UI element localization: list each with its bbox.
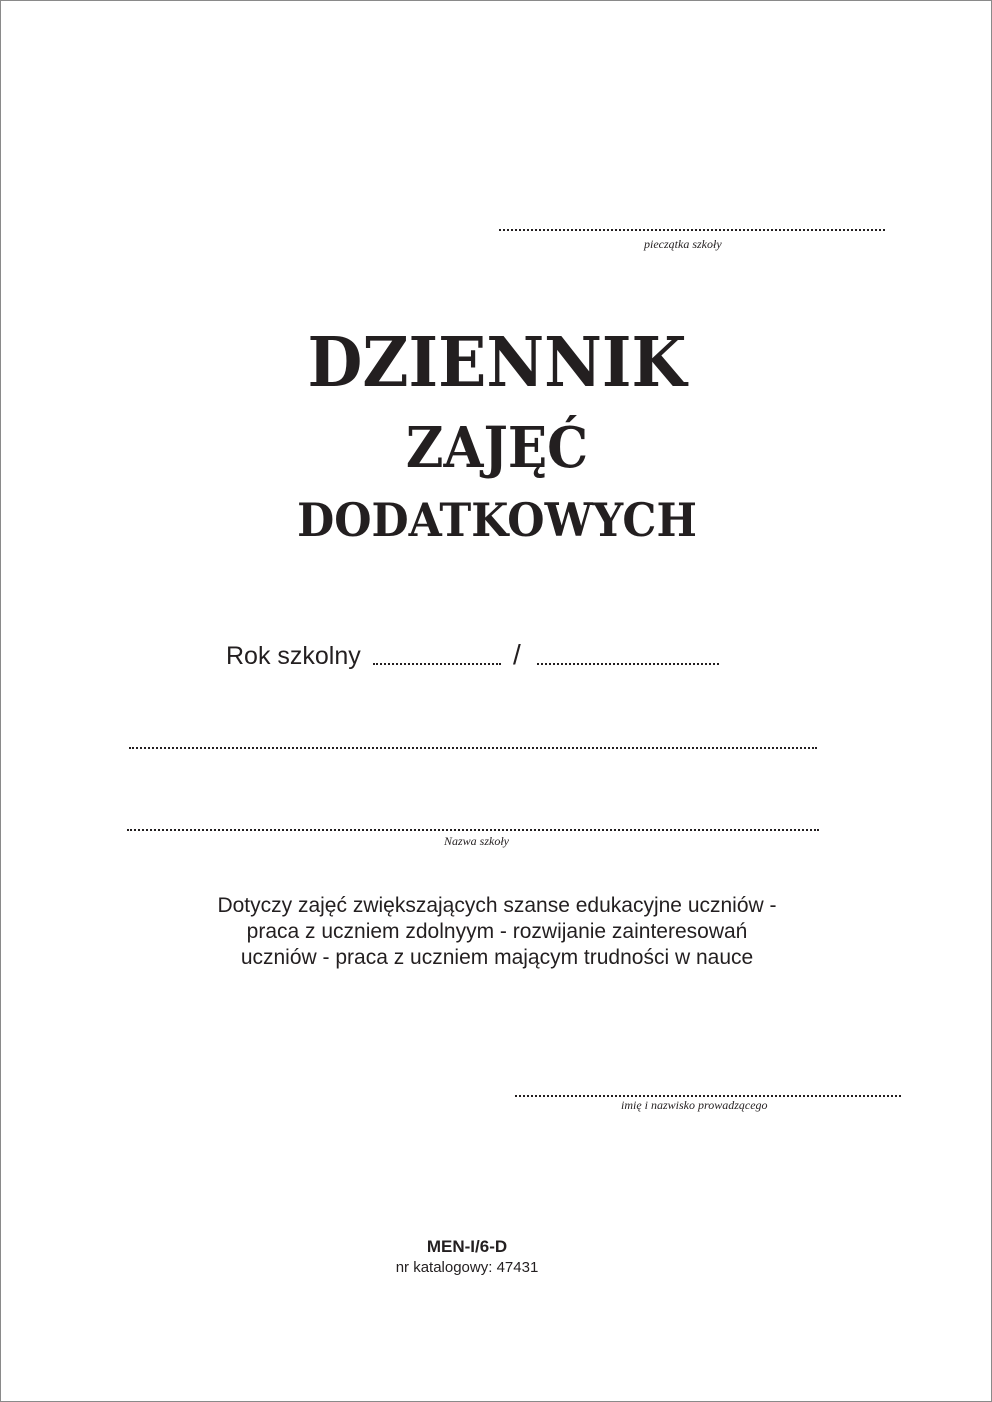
school-year-start-field[interactable]: [373, 663, 501, 665]
title-line-3: DODATKOWYCH: [297, 493, 697, 547]
school-name-field-1[interactable]: [129, 747, 817, 749]
stamp-field[interactable]: [499, 229, 885, 231]
school-year-separator: /: [513, 639, 521, 670]
catalog-number: nr katalogowy: 47431: [395, 1259, 539, 1276]
school-name-field-2[interactable]: [127, 829, 819, 831]
school-name-caption: Nazwa szkoły: [444, 834, 510, 848]
description-line-1: Dotyczy zajęć zwiększających szanse edukacyjne uczniów -: [217, 894, 777, 917]
teacher-name-field[interactable]: [515, 1095, 901, 1097]
description-line-2: praca z uczniem zdolnyym - rozwijanie zainteresowań: [246, 920, 748, 943]
form-code: MEN-I/6-D: [426, 1237, 508, 1256]
school-year-end-field[interactable]: [537, 663, 719, 665]
teacher-name-caption: imię i nazwisko prowadzącego: [621, 1098, 768, 1112]
description-line-3: uczniów - praca z uczniem mającym trudności w nauce: [240, 946, 754, 969]
school-year-label: Rok szkolny: [226, 642, 361, 670]
title-line-1: DZIENNIK: [307, 323, 687, 403]
title-line-2: ZAJĘĆ: [405, 415, 589, 481]
stamp-caption: pieczątka szkoły: [644, 237, 722, 251]
description: [97, 893, 897, 971]
